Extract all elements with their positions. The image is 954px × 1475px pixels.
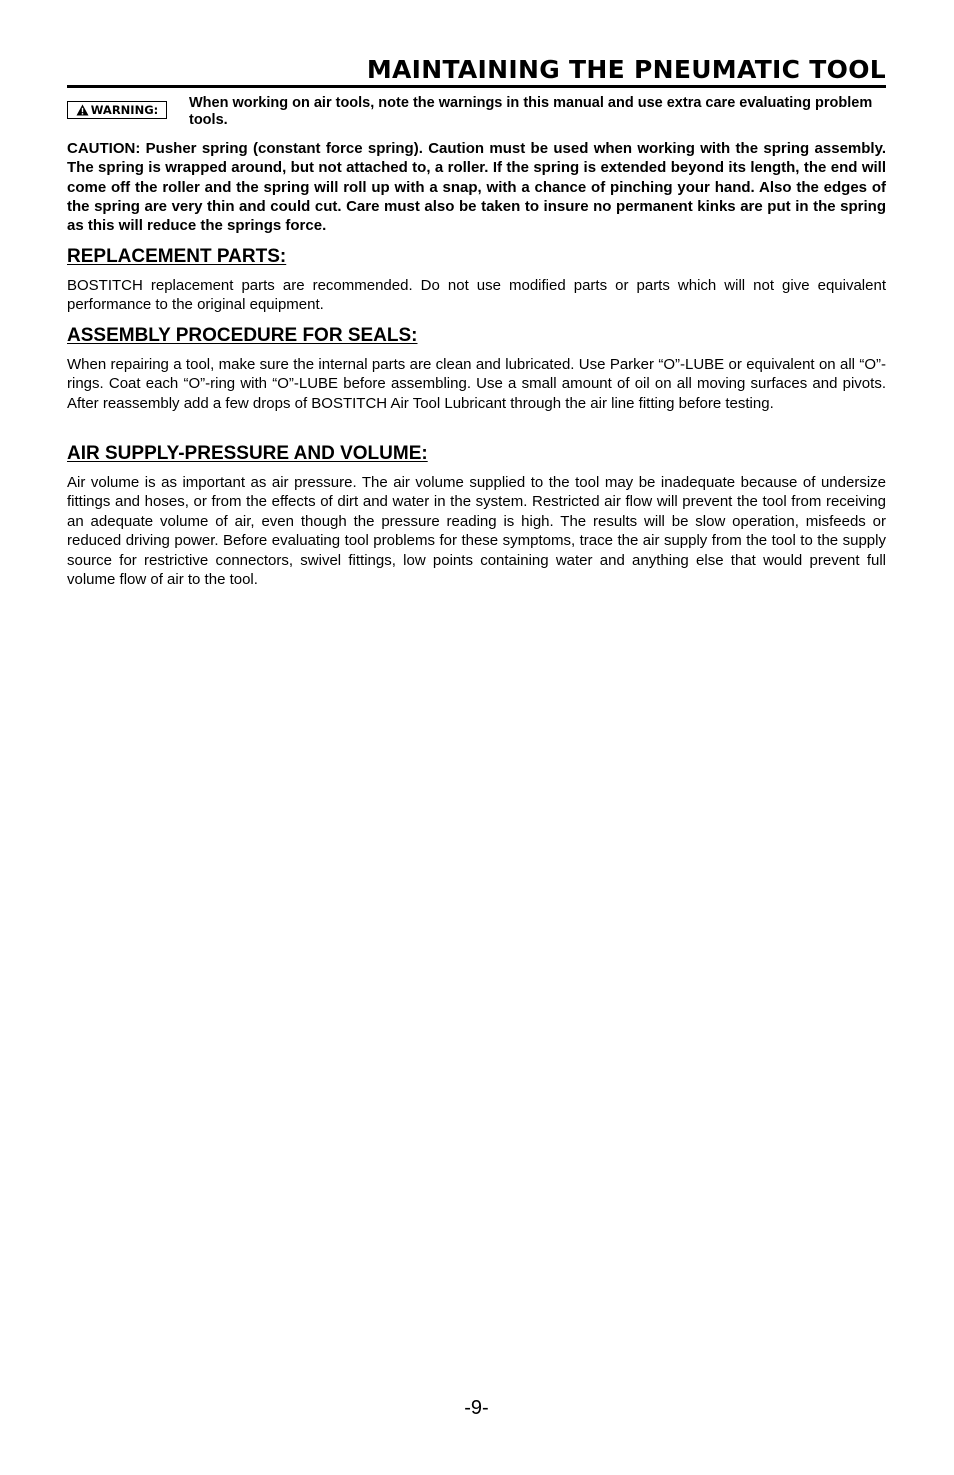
warning-block bbox=[67, 95, 886, 135]
replacement-parts-heading: REPLACEMENT PARTS: bbox=[67, 246, 287, 267]
manual-page bbox=[67, 0, 886, 1475]
warning-badge-label: WARNING: bbox=[90, 103, 159, 117]
warning-badge bbox=[67, 101, 167, 119]
caution-paragraph: CAUTION: Pusher spring (constant force spring). Caution must be used when working with the spring assembly. The spring is wrapped around, but not attached to, a roller. If the spring is extended beyond its length, the end will come off the roller and the spring will roll up with a snap, with a chance of pinching your hand. Also the edges of the spring are very thin and could cut. Care must also be taken to insure no permanent kinks are put in the spring as this will reduce the springs force. bbox=[67, 140, 886, 235]
assembly-procedure-body: When repairing a tool, make sure the internal parts are clean and lubricated. Use Parker “O”-LUBE or equivalent on all “O”-rings. Coat each “O”-ring with “O”-LUBE before assembling. Use a small amount of oil on all moving surfaces and pivots. After reassembly add a few drops of BOSTITCH Air Tool Lubricant through the air line fitting before testing. bbox=[67, 356, 886, 412]
page-title: MAINTAINING THE PNEUMATIC TOOL bbox=[366, 55, 886, 84]
replacement-parts-body: BOSTITCH replacement parts are recommended. Do not use modified parts or parts which will not give equivalent performance to the original equipment. bbox=[67, 277, 886, 314]
air-supply-body: Air volume is as important as air pressure. The air volume supplied to the tool may be inadequate because of undersize fittings and hoses, or from the effects of dirt and water in the system. Restricted air flow will prevent the tool from receiving an adequate volume of air, even though the pressure reading is high. The results will be slow operation, misfeeds or reduced driving power. Before evaluating tool problems for these symptoms, trace the air supply from the tool to the supply source for restrictive connectors, swivel fittings, low points containing water and anything else that would prevent full volume flow of air to the tool. bbox=[67, 474, 886, 589]
page-number: -9- bbox=[464, 1397, 489, 1419]
air-supply-heading: AIR SUPPLY-PRESSURE AND VOLUME: bbox=[67, 443, 428, 464]
warning-text: When working on air tools, note the warnings in this manual and use extra care evaluating problem tools. bbox=[189, 95, 873, 128]
warning-triangle-icon bbox=[76, 104, 89, 116]
assembly-procedure-heading: ASSEMBLY PROCEDURE FOR SEALS: bbox=[67, 325, 418, 346]
title-rule bbox=[67, 85, 886, 88]
